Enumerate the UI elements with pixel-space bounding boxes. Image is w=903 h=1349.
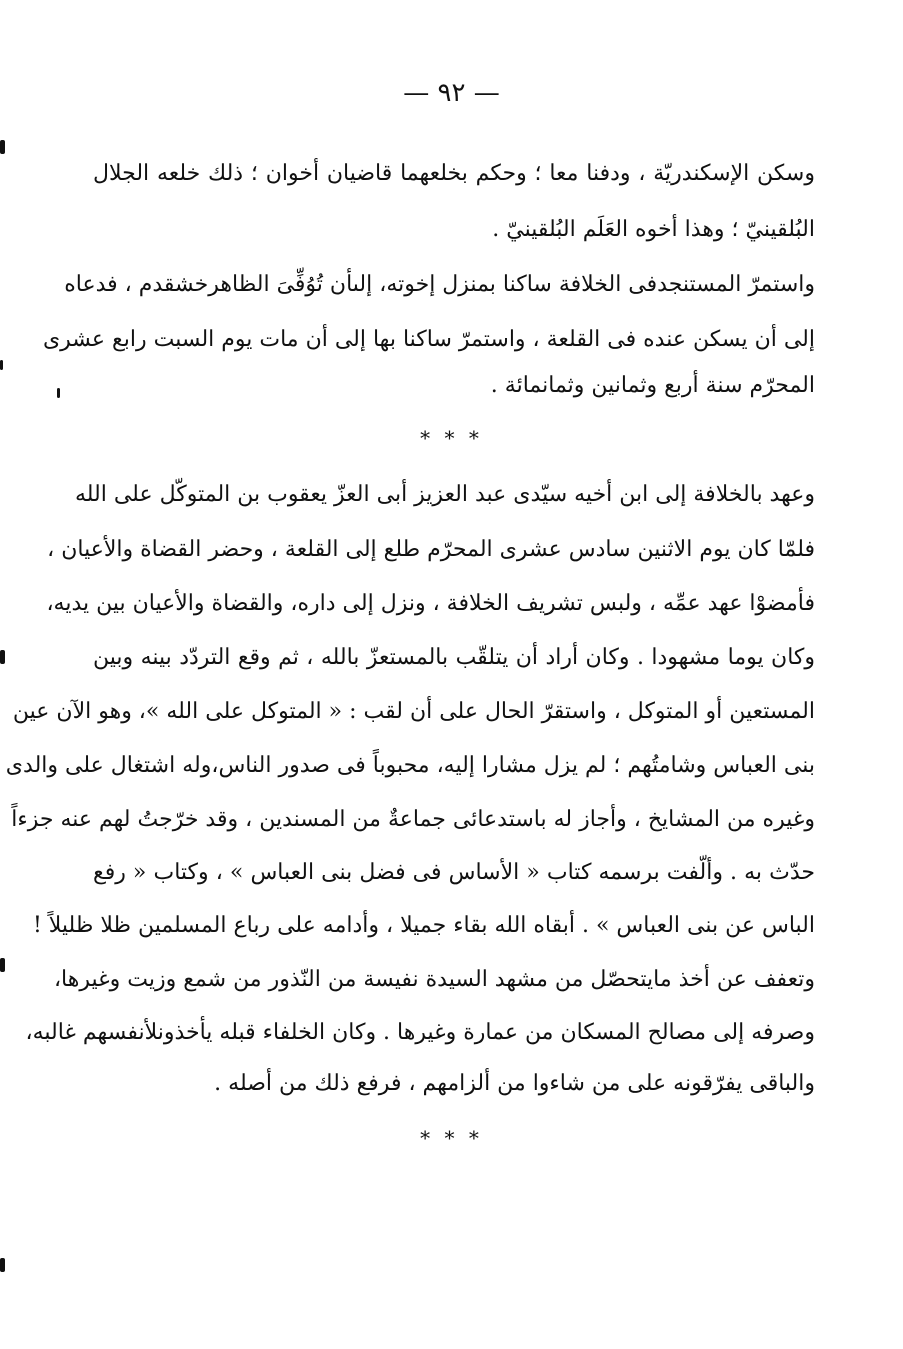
text-line: حدّث به . وألّفت برسمه كتاب « الأساس فى فضل بنى العباس » ، وكتاب « رفع — [93, 860, 815, 885]
text-line: واستمرّ المستنجدفى الخلافة ساكنا بمنزل إخوته، إلىأن تُوُفِّىَ الظاهرخشقدم ، فدعاه — [64, 272, 815, 297]
scan-mark — [0, 958, 5, 972]
text-line: الباس عن بنى العباس » . أبقاه الله بقاء جميلا ، وأدامه على رباع المسلمين ظلا ظليلاً ! — [32, 913, 815, 938]
text-line: المستعين أو المتوكل ، واستقرّ الحال على أن لقب : « المتوكل على الله »، وهو الآن عين — [12, 699, 815, 724]
text-line: بنى العباس وشامتُهم ؛ لم يزل مشارا إليه، محبوباً فى صدور الناس،وله اشتغال على والدى — [5, 753, 815, 778]
text-line: إلى أن يسكن عنده فى القلعة ، واستمرّ ساكنا بها إلى أن مات يوم السبت رابع عشرى — [42, 327, 815, 352]
text-line: والباقى يفرّقونه على من شاءوا من ألزامهم ، فرفع ذلك من أصله . — [214, 1071, 815, 1096]
text-line: البُلقينيّ ؛ وهذا أخوه العَلَم البُلقينيّ . — [492, 217, 815, 242]
section-separator: * * * — [420, 426, 483, 450]
text-line: وتعفف عن أخذ مايتحصّل من مشهد السيدة نفيسة من النّذور من شمع وزيت وغيرها، — [53, 967, 815, 992]
text-line: المحرّم سنة أربع وثمانين وثمانمائة . — [490, 373, 815, 398]
scan-mark — [0, 1258, 5, 1272]
text-line: وسكن الإسكندريّة ، ودفنا معا ؛ وحكم بخلعهما قاضيان أخوان ؛ ذلك خلعه الجلال — [93, 161, 815, 186]
page-number: — ٩٢ — — [403, 78, 500, 108]
text-line: وكان يوما مشهودا . وكان أراد أن يتلقّب بالمستعزّ بالله ، ثم وقع التردّد بينه وبين — [93, 645, 815, 670]
section-separator: * * * — [420, 1126, 483, 1150]
text-line: وصرفه إلى مصالح المسكان من عمارة وغيرها . وكان الخلفاء قبله يأخذونلأنفسهم غالبه، — [25, 1020, 815, 1045]
text-line: وغيره من المشايخ ، وأجاز له باستدعائى جماعةٌ من المسندين ، وقد خرّجتُ لهم عنه جزءاً — [11, 807, 815, 832]
scan-mark — [0, 650, 5, 664]
text-line: وعهد بالخلافة إلى ابن أخيه سيّدى عبد العزيز أبى العزّ يعقوب بن المتوكّل على الله — [74, 482, 815, 507]
scan-mark — [0, 360, 3, 370]
scan-mark — [57, 388, 60, 398]
text-line: فأمضوْا عهد عمِّه ، ولبس تشريف الخلافة ، ونزل إلى داره، والقضاة والأعيان بين يديه، — [46, 591, 815, 616]
text-line: فلمّا كان يوم الاثنين سادس عشرى المحرّم طلع إلى القلعة ، وحضر القضاة والأعيان ، — [47, 537, 815, 562]
scan-mark — [0, 140, 5, 154]
